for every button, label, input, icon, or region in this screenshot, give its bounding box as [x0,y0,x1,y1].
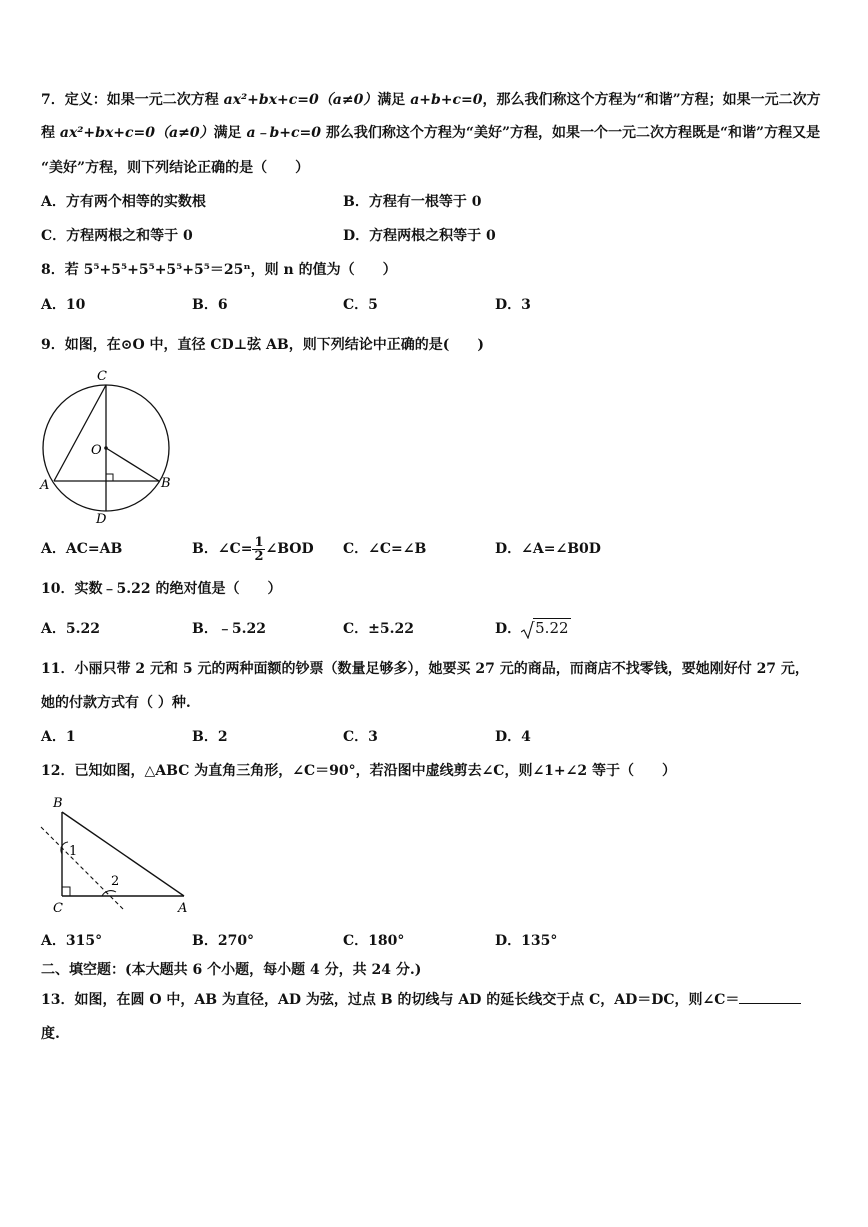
q10-option-d-prefix: D． [495,621,522,637]
q9-fraction-denominator: 2 [254,548,264,564]
q9-option-b-fraction [252,536,265,563]
q12-option-d: D．135° [495,933,558,949]
q7-option-a: A．方有两个相等的实数根 [41,194,206,210]
q12-label-a: A [178,901,188,916]
q7-line1-eq: ax²+bx+c=0（a≠0） [223,92,378,108]
q13-line1 [41,991,801,1009]
q7-line3: “美好”方程，则下列结论正确的是（ ） [41,160,310,176]
q12-option-c: C．180° [343,933,405,949]
q7-line2-eq: ax²+bx+c=0（a≠0） [59,125,214,141]
q7-line2-d: 那么我们称这个方程为“美好”方程，如果一个一元二次方程既是“和谐”方程又是 [321,125,821,141]
q11-option-a: A．1 [41,729,76,745]
q7-line1-a: 7．定义：如果一元二次方程 [41,92,224,108]
q9-circle-figure [36,364,181,529]
q9-option-a: A．AC=AB [41,541,123,557]
q12-cut-line [41,827,124,910]
q7-line1-c: a+b+c=0 [410,92,483,108]
q7-option-d: D．方程两根之积等于 0 [343,228,496,244]
q12-stem: 12．已知如图，△ABC 为直角三角形，∠C＝90°，若沿图中虚线剪去∠C，则∠1+∠2 等于（ ） [41,763,676,779]
q12-triangle-figure [36,792,196,920]
q12-option-a: A．315° [41,933,103,949]
q9-stem: 9．如图，在⊙O 中，直径 CD⊥弦 AB，则下列结论中正确的是( ) [41,337,484,353]
q11-option-b: B．2 [192,729,228,745]
radical-sign-icon [521,621,535,639]
q9-label-a: A [40,478,50,493]
q9-segment-ac [54,385,106,481]
q7-line1-b: 满足 [377,92,411,108]
q9-label-b: B [161,476,171,491]
q7-option-b: B．方程有一根等于 0 [343,194,482,210]
section2-heading: 二、填空题：(本大题共 6 个小题，每小题 4 分，共 24 分.) [41,962,422,978]
q12-angle-2-arc [102,891,116,896]
q12-option-b: B．270° [192,933,255,949]
q13-line1-text: 13．如图，在圆 O 中，AB 为直径，AD 为弦，过点 B 的切线与 AD 的延长线交于点 C，AD＝DC，则∠C＝ [41,992,740,1008]
q8-option-a: A．10 [41,297,86,313]
q12-label-c: C [53,901,63,916]
q7-line1 [41,91,821,109]
q13-answer-blank[interactable] [739,991,801,1004]
q8-stem: 8．若 5⁵+5⁵+5⁵+5⁵+5⁵＝25ⁿ，则 n 的值为（ ） [41,262,397,278]
q9-right-angle-mark [106,474,113,481]
q9-segment-ob [106,448,159,481]
q11-line1: 11．小丽只带 2 元和 5 元的两种面额的钞票（数量足够多），她要买 27 元的商品，而商店不找零钱，要她刚好付 27 元， [41,661,809,677]
q7-line1-d: ，那么我们称这个方程为“和谐”方程；如果一元二次方 [482,92,821,108]
q12-label-b: B [53,796,63,811]
q9-label-o: O [91,443,102,458]
q12-side-ab [62,812,184,896]
q10-option-a: A．5.22 [41,621,100,637]
q12-right-angle-mark [62,887,70,896]
q7-line2-a: 程 [41,125,60,141]
q12-angle-1-label: 1 [69,844,78,859]
q10-sqrt-expression [521,619,570,637]
q9-option-c: C．∠C=∠B [343,541,427,557]
q10-option-d [495,619,571,638]
q11-line2: 她的付款方式有（ ）种. [41,695,191,711]
q11-option-c: C．3 [343,729,378,745]
q8-option-d: D．3 [495,297,531,313]
q9-option-b-suffix: ∠BOD [265,541,314,557]
q11-option-d: D．4 [495,729,531,745]
q10-sqrt-radicand: 5.22 [535,619,569,637]
q9-label-d: D [96,512,107,527]
q9-label-c: C [97,369,107,384]
q9-option-b [192,530,314,568]
q9-option-d: D．∠A=∠B0D [495,541,601,557]
q8-option-c: C．5 [343,297,378,313]
q13-line2: 度. [41,1026,60,1042]
q8-option-b: B．6 [192,297,228,313]
q10-stem: 10．实数﹣5.22 的绝对值是（ ） [41,581,282,597]
q9-fraction-numerator: 1 [254,534,264,550]
q7-line2-b: 满足 [213,125,247,141]
q7-line2-c: a﹣b+c=0 [246,125,322,141]
q10-option-b: B．﹣5.22 [192,621,266,637]
q10-option-c: C．±5.22 [343,621,414,637]
q9-center-dot [104,446,108,450]
q12-angle-2-label: 2 [111,874,120,889]
q7-line2 [41,124,820,142]
q9-option-b-prefix: B．∠C= [192,541,253,557]
q7-option-c: C．方程两根之和等于 0 [41,228,193,244]
